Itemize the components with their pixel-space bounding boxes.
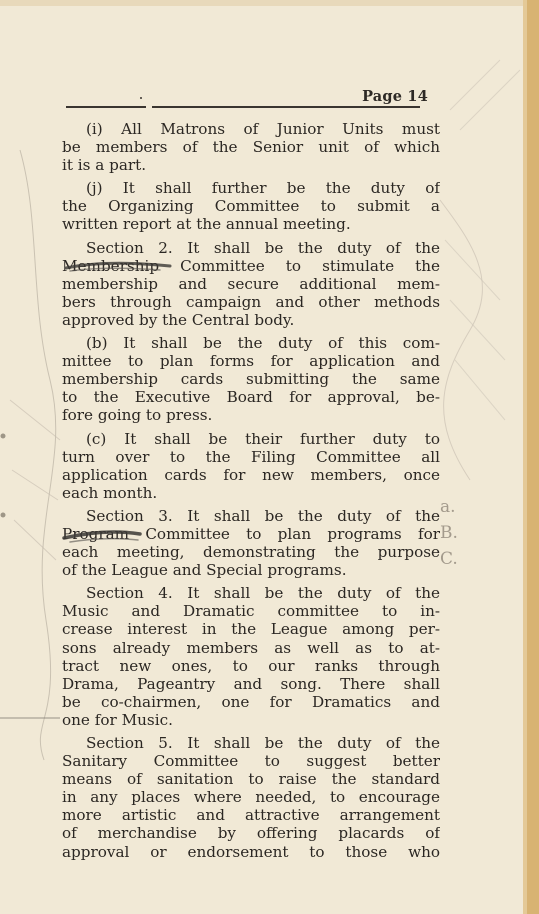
text-line: Sanitary Committee to suggest better xyxy=(62,752,440,771)
margin-sketch-top xyxy=(450,60,520,130)
text-line: sons already members as well as to at- xyxy=(62,638,440,657)
text-line: (b) It shall be the duty of this com- xyxy=(86,334,440,353)
margin-sketch-right xyxy=(440,200,482,480)
text-line: fore going to press. xyxy=(62,406,213,425)
header-rule-right xyxy=(152,106,420,108)
margin-sketch-right-2 xyxy=(445,240,505,420)
text-line: (i) All Matrons of Junior Units must xyxy=(86,120,440,138)
text-line: to the Executive Board for approval, be- xyxy=(62,388,440,407)
text-line: Section 4. It shall be the duty of the xyxy=(86,584,440,603)
text-line: it is a part. xyxy=(62,156,147,175)
paragraph xyxy=(62,179,440,233)
paragraph xyxy=(62,507,440,579)
page-number: Page 14 xyxy=(362,88,428,105)
text-line: Membership Committee to stimulate the xyxy=(62,256,440,275)
text-line: written report at the annual meeting. xyxy=(62,215,351,234)
page-header xyxy=(66,88,438,110)
text-line: turn over to the Filing Committee all xyxy=(62,447,440,466)
margin-sketch-left-2 xyxy=(10,400,60,560)
text-line: approval or endorsement to those who xyxy=(62,842,440,861)
text-line: membership and secure additional mem- xyxy=(62,274,440,293)
text-line: (c) It shall be their further duty to xyxy=(86,429,440,448)
text-line: membership cards submitting the same xyxy=(62,370,440,389)
page-edge-highlight xyxy=(523,0,527,914)
paragraph xyxy=(62,120,440,174)
text-line: means of sanitation to raise the standard xyxy=(62,770,440,789)
text-line: in any places where needed, to encourage xyxy=(62,788,440,807)
margin-note-text: a. B. C. xyxy=(440,497,458,569)
text-line: bers through campaign and other methods xyxy=(62,292,440,311)
body-text xyxy=(62,120,440,861)
text-line: Drama, Pageantry and song. There shall xyxy=(62,674,440,693)
header-rule-left xyxy=(66,106,146,108)
text-line: approved by the Central body. xyxy=(62,310,295,329)
text-line: each month. xyxy=(62,483,158,502)
text-line: the Organizing Committee to submit a xyxy=(62,197,440,216)
text-line: one for Music. xyxy=(62,710,173,729)
page-top-band xyxy=(0,0,539,6)
text-line: of merchandise by offering placards of xyxy=(62,824,440,843)
paragraph xyxy=(62,430,440,502)
text-line: of the League and Special programs. xyxy=(62,561,347,580)
text-line: application cards for new members, once xyxy=(62,465,440,484)
margin-note xyxy=(440,494,476,574)
text-line: Music and Dramatic committee to in- xyxy=(62,602,440,621)
binding-hole-2 xyxy=(1,513,6,518)
text-line: tract new ones, to our ranks through xyxy=(62,656,440,675)
paragraph xyxy=(62,584,440,729)
margin-sketch-left xyxy=(20,150,56,760)
binding-hole-1 xyxy=(1,434,6,439)
text-line: Section 3. It shall be the duty of the xyxy=(86,506,440,525)
paragraph xyxy=(62,734,440,861)
text-line: more artistic and attractive arrangement xyxy=(62,806,440,825)
paragraph xyxy=(62,239,440,329)
text-line: be members of the Senior unit of which xyxy=(62,138,440,157)
text-line: each meeting, demonstrating the purpose xyxy=(62,543,440,562)
text-line: mittee to plan forms for application and xyxy=(62,352,440,371)
paragraph xyxy=(62,334,440,424)
text-line: be co-chairmen, one for Dramatics and xyxy=(62,692,440,711)
text-line: Program Committee to plan programs for xyxy=(62,524,440,543)
text-line: (j) It shall further be the duty of xyxy=(86,179,440,198)
text-line: Section 2. It shall be the duty of the xyxy=(86,238,440,257)
text-line: crease interest in the League among per- xyxy=(62,620,440,639)
text-line: Section 5. It shall be the duty of the xyxy=(86,734,440,752)
